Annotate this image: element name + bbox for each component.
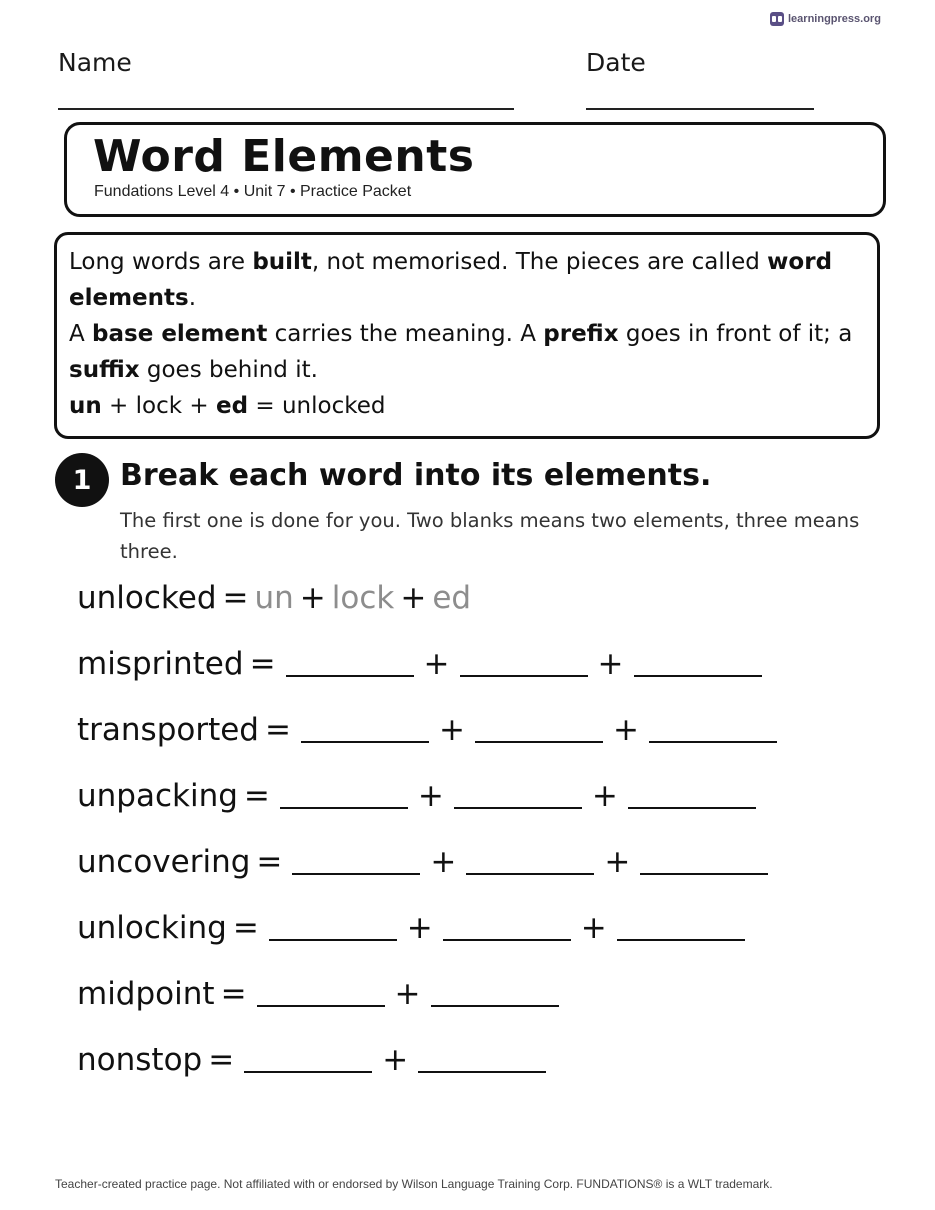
equals-sign: = bbox=[208, 1042, 235, 1078]
exercise-list bbox=[77, 578, 781, 1106]
answer-blank[interactable] bbox=[431, 974, 559, 1007]
intro-text: carries the meaning. A bbox=[267, 321, 544, 347]
plus-sign: + bbox=[438, 712, 465, 748]
plus-sign: + bbox=[423, 646, 450, 682]
intro-text: Long words are bbox=[69, 249, 253, 275]
plus-sign: + bbox=[430, 844, 457, 880]
question-instructions: The first one is done for you. Two blanks means two elements, three means three. bbox=[120, 509, 860, 563]
plus-sign: + bbox=[417, 778, 444, 814]
plus-sign: + bbox=[406, 910, 433, 946]
name-label: Name bbox=[58, 48, 132, 77]
intro-bold: suffix bbox=[69, 357, 140, 383]
page-title: Word Elements bbox=[93, 131, 475, 182]
name-line[interactable] bbox=[58, 108, 514, 110]
intro-paragraph-1 bbox=[69, 244, 865, 316]
date-line[interactable] bbox=[586, 108, 814, 110]
example-part: lock bbox=[331, 580, 395, 616]
equals-sign: = bbox=[265, 712, 291, 748]
equals-sign: = bbox=[243, 778, 270, 814]
intro-plus: + bbox=[182, 393, 216, 419]
answer-blank[interactable] bbox=[443, 908, 571, 941]
book-icon bbox=[770, 12, 784, 26]
answer-blank[interactable] bbox=[269, 908, 397, 941]
exercise-row bbox=[77, 1040, 781, 1106]
intro-plus: + bbox=[101, 393, 136, 419]
answer-blank[interactable] bbox=[244, 1040, 372, 1073]
brand bbox=[770, 12, 881, 26]
plus-sign: + bbox=[591, 778, 618, 814]
answer-blank[interactable] bbox=[301, 710, 429, 743]
intro-text: goes behind it. bbox=[139, 357, 318, 383]
exercise-rows bbox=[77, 644, 781, 1106]
intro-bold: base element bbox=[92, 321, 268, 347]
exercise-word: misprinted bbox=[77, 646, 244, 682]
answer-blank[interactable] bbox=[460, 644, 588, 677]
answer-blank[interactable] bbox=[257, 974, 385, 1007]
exercise-word: nonstop bbox=[77, 1042, 203, 1078]
intro-bold: un bbox=[69, 393, 102, 419]
intro-paragraph-2 bbox=[69, 316, 865, 388]
footer-disclaimer: Teacher-created practice page. Not affiliated with or endorsed by Wilson Language Training Corp. FUNDATIONS® is a WLT trademark. bbox=[55, 1177, 773, 1191]
plus-sign: + bbox=[597, 646, 624, 682]
equals-sign: = bbox=[232, 910, 259, 946]
intro-text: . bbox=[188, 285, 197, 311]
intro-bold: prefix bbox=[543, 321, 619, 347]
answer-blank[interactable] bbox=[454, 776, 582, 809]
exercise-word: unlocking bbox=[77, 910, 227, 946]
example-word: unlocked bbox=[77, 580, 217, 616]
example-part: ed bbox=[432, 580, 472, 616]
exercise-row bbox=[77, 908, 781, 974]
answer-blank[interactable] bbox=[475, 710, 603, 743]
plus-sign: + bbox=[612, 712, 639, 748]
plus-sign: + bbox=[382, 1042, 409, 1078]
question-title: Break each word into its elements. bbox=[120, 458, 712, 493]
page-subtitle: Fundations Level 4 • Unit 7 • Practice Packet bbox=[94, 183, 412, 200]
equals-sign: = bbox=[222, 580, 249, 616]
exercise-word: transported bbox=[77, 712, 259, 748]
answer-blank[interactable] bbox=[466, 842, 594, 875]
date-label: Date bbox=[586, 48, 646, 77]
plus-sign: + bbox=[394, 976, 421, 1012]
intro-bold: built bbox=[252, 249, 312, 275]
answer-blank[interactable] bbox=[292, 842, 420, 875]
intro-text: A bbox=[69, 321, 93, 347]
exercise-row bbox=[77, 842, 781, 908]
exercise-word: midpoint bbox=[77, 976, 215, 1012]
title-box bbox=[64, 122, 886, 217]
answer-blank[interactable] bbox=[286, 644, 414, 677]
exercise-word: unpacking bbox=[77, 778, 238, 814]
exercise-word: uncovering bbox=[77, 844, 251, 880]
answer-blank[interactable] bbox=[628, 776, 756, 809]
equals-sign: = bbox=[249, 646, 276, 682]
intro-text: , not memorised. The pieces are called bbox=[311, 249, 768, 275]
intro-bold: word elements bbox=[69, 249, 833, 311]
answer-blank[interactable] bbox=[418, 1040, 546, 1073]
intro-text: goes in front of it; a bbox=[618, 321, 853, 347]
answer-blank[interactable] bbox=[649, 710, 777, 743]
plus-sign: + bbox=[299, 580, 326, 616]
exercise-row bbox=[77, 974, 781, 1040]
plus-sign: + bbox=[400, 580, 427, 616]
intro-bold: ed bbox=[216, 393, 249, 419]
plus-sign: + bbox=[580, 910, 607, 946]
equals-sign: = bbox=[256, 844, 283, 880]
intro-equals: = bbox=[248, 393, 282, 419]
example-row bbox=[77, 578, 781, 644]
example-part: un bbox=[254, 580, 294, 616]
answer-blank[interactable] bbox=[280, 776, 408, 809]
brand-text: learningpress.org bbox=[788, 13, 881, 25]
answer-blank[interactable] bbox=[617, 908, 745, 941]
exercise-row bbox=[77, 644, 781, 710]
exercise-row bbox=[77, 710, 781, 776]
intro-text: unlocked bbox=[281, 393, 386, 419]
intro-box bbox=[54, 232, 880, 439]
intro-example bbox=[69, 388, 865, 424]
intro-text: lock bbox=[135, 393, 183, 419]
answer-blank[interactable] bbox=[640, 842, 768, 875]
question-number: 1 bbox=[55, 453, 109, 507]
plus-sign: + bbox=[604, 844, 631, 880]
equals-sign: = bbox=[220, 976, 247, 1012]
answer-blank[interactable] bbox=[634, 644, 762, 677]
exercise-row bbox=[77, 776, 781, 842]
